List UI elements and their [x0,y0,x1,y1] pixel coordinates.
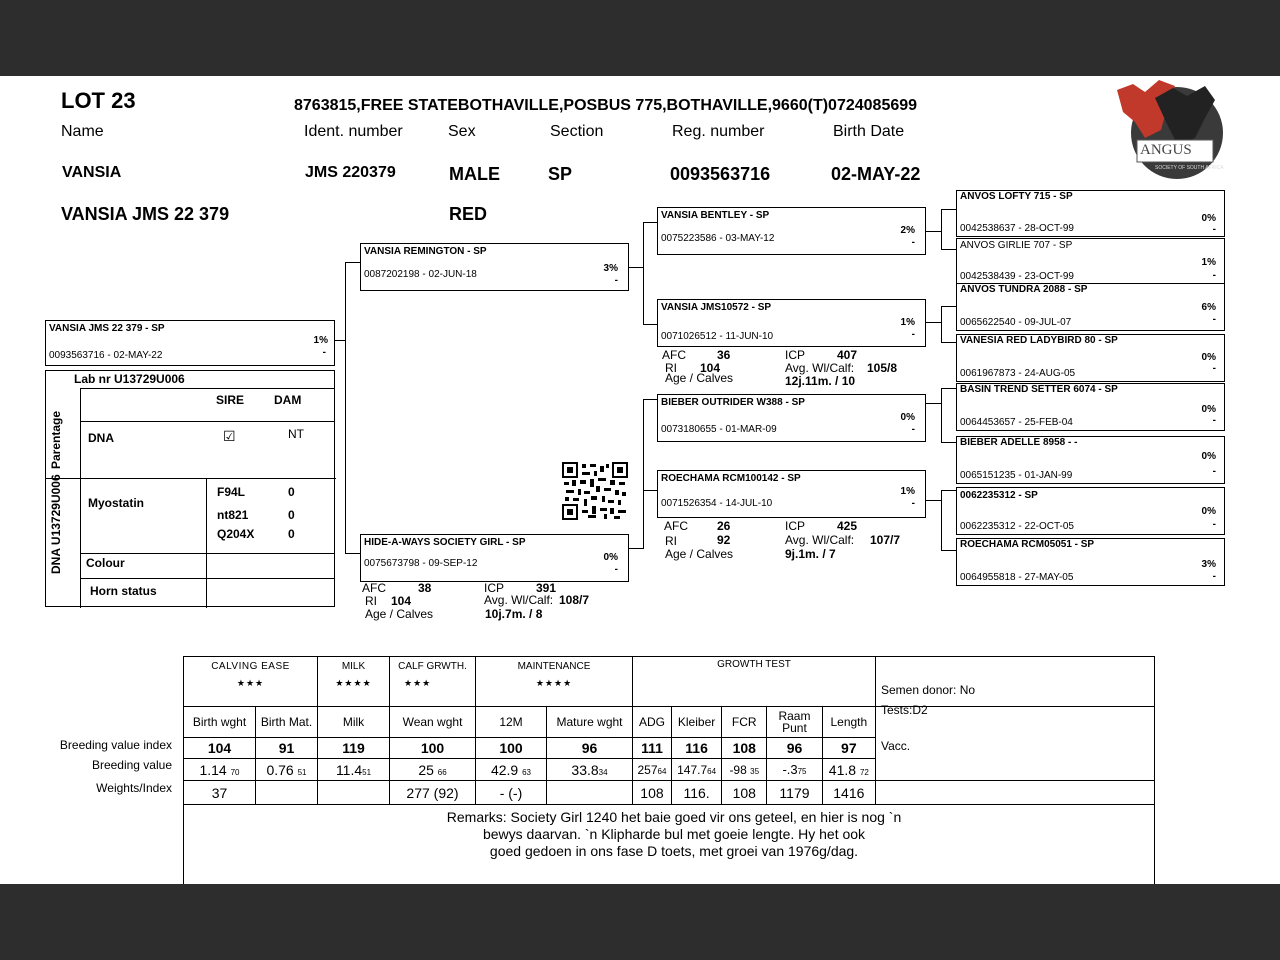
header-section: Section [550,123,604,140]
sire-dash: - [614,275,618,286]
animal-sex: MALE [449,164,500,184]
great-grandparent-pct: 0% [1201,451,1216,462]
index-cell: 96 [767,738,822,759]
grandparent-pct: 2% [900,225,915,236]
bv-cell: -.375 [767,759,822,781]
index-cell: 97 [822,738,875,759]
sire-name: VANSIA REMINGTON - SP [364,246,487,257]
weight-cell [318,781,390,805]
dam-name: HIDE-A-WAYS SOCIETY GIRL - SP [364,537,526,548]
bv-cell: -98 35 [722,759,767,781]
sire-reg: 0087202198 - 02-JUN-18 [364,269,477,280]
great-grandparent-dash: - [1212,571,1216,582]
marker-value: 0 [288,508,295,522]
great-grandparent-reg: 0064453657 - 25-FEB-04 [960,417,1073,428]
bv-cell: 25 66 [390,759,476,781]
great-grandparent-pct: 0% [1201,404,1216,415]
index-cell: 108 [722,738,767,759]
header-name: Name [61,123,104,140]
grandparent-reg: 0073180655 - 01-MAR-09 [661,424,777,435]
semen-donor: Semen donor: No [881,683,976,697]
great-grandparent-reg: 0065151235 - 01-JAN-99 [960,470,1073,481]
lab-number: Lab nr U13729U006 [74,372,185,386]
grandparent-name: BIEBER OUTRIDER W388 - SP [661,397,805,408]
great-grandparent-reg: 0065622540 - 09-JUL-07 [960,317,1072,328]
header-reg: Reg. number [672,123,765,140]
bv-cell: 1.14 70 [184,759,256,781]
breeder-address: 8763815,FREE STATEBOTHAVILLE,POSBUS 775,BOTHAVILLE,9660(T)0724085699 [294,97,918,114]
pedigree-page: LOT 23 8763815,FREE STATEBOTHAVILLE,POSBUS 775,BOTHAVILLE,9660(T)0724085699 Name Ident. number Sex Section Reg. number Birth Date VANSIA JMS 220379 MALE SP 0093563716 02-MAY-22 VANSIA JMS 22 379 RED ANGUS SOCIETY OF SOUTH AFRICA VANSIA JMS 22 379 - SP 1% - 0093563716 - 02-MAY-22 Lab nr U13729U006 SIRE DAM DNA ☑ NT Parentage DNA U13729U006 Myostatin F94L 0 nt821 0 Q204X 0 Colour Horn status VANSIA REMINGTON - SP 3% - 0087202198 - 02-JUN-18 HIDE-A-WAYS SOCIETY GIRL - SP 0% - 0075673798 - 09-SEP-12 AFC 38 ICP 391 RI 104 Avg. Wl/Calf: 108/7 Age / Calves 10j.7m. / 8 VANSIA BENTLEY - SP 2% - 0075223586 - 03-MAY-12 VANSIA JMS10572 - SP 1% - 0071026512 - 11-JUN-10 AFC 36 ICP 407 RI 104 Avg. Wl/Calf: 105/8 Age / Calves 12j.11m. / 10 BIEBER OUTRIDER W388 - SP 0% - 0073180655 - 01-MAR-09 ROECHAMA RCM100142 - SP 1% - 0071526354 - 14-JUL-10 AFC 26 ICP 425 RI 92 Avg. Wl/Calf: 107/7 Age / Calves 9j.1m. / 7 ANVOS LOFTY 715 - SP 0% - 0042538637 - 28-OCT-99 ANVOS GIRLIE 707 - SP 1% - 0042538439 - 23-OCT-99 ANVOS TUNDRA 2088 - SP 6% - 0065622540 - 09-JUL-07 VANESIA RED LADYBIRD 80 - SP 0% - 0061967873 - 24-AUG-05 BASIN TREND SETTER 6074 - SP 0% - 0064453657 - 25-FEB-04 BIEBER ADELLE 8958 - - 0% - 0065151235 - 01-JAN-99 0062235312 - SP 0% - 0062235312 - 22-OCT-05 ROECHAMA RCM05051 - SP 3% - 0064955818 - 27-MAY-05 Breeding value index Breeding value Weights/Index CALVING EASE ★★★ MILK ★★★★ CALF GRWTH. ★★★ MAINTENANCE ★★★★ GROWTH TEST Birth wght Birth Mat. Milk Wean wght 12M Mature wght ADG Kleiber FCR Raam Punt Length Semen donor: No Tests:D2 Vacc. 104 91 119 100 100 96 111 116 108 96 97 1.14 70 0.76 51 11.451 25 66 42.9 63 33.834 25764 147.764 -98 35 -.375 41.8 72 37 277 (92) - (-) 108 116. 108 1179 1416 Remarks: Society Girl 1240 het baie goed vir ons geteel, en hier is nog `n bewys daarvan. `n Klipharde bul met goeie lengte. Hy het ook goed gedoen in ons fase D toets, met groei van 1976g/dag. [0,76,1280,884]
great-grandparent-box [956,190,1225,237]
col-header: ADG [633,707,672,738]
great-grandparent-box [956,334,1225,382]
animal-name: VANSIA [62,164,122,181]
row-label-weights: Weights/Index [96,781,172,795]
index-cell: 104 [184,738,256,759]
dam-dna-nt: NT [288,427,304,441]
grandparent-pct: 0% [900,412,915,423]
sire-box [360,243,629,291]
remarks-cell [184,805,1155,885]
great-grandparent-dash: - [1212,314,1216,325]
great-grandparent-pct: 0% [1201,213,1216,224]
dam-dash: - [614,564,618,575]
marker-value: 0 [288,485,295,499]
great-grandparent-name: ANVOS LOFTY 715 - SP [960,191,1073,202]
great-grandparent-name: ANVOS TUNDRA 2088 - SP [960,284,1088,295]
weight-cell [256,781,318,805]
col-header: FCR [722,707,767,738]
great-grandparent-name: VANESIA RED LADYBIRD 80 - SP [960,335,1118,346]
weight-cell: 1416 [822,781,875,805]
col-header: Mature wght [547,707,633,738]
row-label-breeding-value: Breeding value [91,758,172,772]
great-grandparent-dash: - [1212,519,1216,530]
angus-logo [1115,78,1227,180]
weight-cell [547,781,633,805]
grandparent-reg: 0071526354 - 14-JUL-10 [661,498,773,509]
great-grandparent-name: ANVOS GIRLIE 707 - SP [960,240,1073,251]
subject-reg: 0093563716 - 02-MAY-22 [49,350,163,361]
index-cell: 96 [547,738,633,759]
header-sex: Sex [448,123,476,140]
marker-name: Q204X [217,527,255,541]
vaccination: Vacc. [881,739,911,753]
bv-cell: 0.76 51 [256,759,318,781]
group-milk: MILK ★★★★ [318,657,390,707]
index-cell: 116 [671,738,721,759]
dam-pct: 0% [603,552,618,563]
lab-panel [45,370,335,607]
animal-reg: 0093563716 [670,164,771,184]
sire-col-label: SIRE [216,393,245,407]
group-growth-test: GROWTH TEST [633,657,876,707]
great-grandparent-box [956,487,1225,535]
index-cell: 119 [318,738,390,759]
grandparent-reg: 0071026512 - 11-JUN-10 [661,331,774,342]
remarks-line: Remarks: Society Girl 1240 het baie goed vir ons geteel, en hier is nog `n [446,809,902,825]
dna-label: DNA [88,431,114,445]
grandparent-pct: 1% [900,317,915,328]
remarks-line: goed gedoen in ons fase D toets, met groei van 1976g/dag. [489,843,859,859]
great-grandparent-dash: - [1212,466,1216,477]
great-grandparent-dash: - [1212,270,1216,281]
col-header: Wean wght [390,707,476,738]
weight-cell: 108 [633,781,672,805]
great-grandparent-pct: 0% [1201,506,1216,517]
row-label-index: Breeding value index [59,738,172,752]
great-grandparent-reg: 0061967873 - 24-AUG-05 [960,368,1076,379]
subject-dash: - [322,347,326,358]
dam-box [360,534,629,582]
great-grandparent-pct: 6% [1201,302,1216,313]
great-grandparent-box [956,436,1225,484]
animal-section: SP [548,164,573,184]
remarks-line: bewys daarvan. `n Klipharde bul met goeie lengte. Hy het ook [482,826,866,842]
index-cell: 100 [476,738,547,759]
great-grandparent-pct: 1% [1201,257,1216,268]
great-grandparent-box [956,538,1225,586]
subject-name: VANSIA JMS 22 379 - SP [49,323,165,334]
grandparent-name: VANSIA JMS10572 - SP [661,302,772,313]
myostatin-label: Myostatin [88,496,145,510]
great-grandparent-reg: 0064955818 - 27-MAY-05 [960,572,1074,583]
logo-text: ANGUS [1140,142,1192,158]
great-grandparent-dash: - [1212,363,1216,374]
group-calf-growth: CALF GRWTH. ★★★ [390,657,476,707]
tests: Tests:D2 [881,703,928,717]
great-grandparent-name: BIEBER ADELLE 8958 - - [960,437,1078,448]
index-cell: 91 [256,738,318,759]
index-cell: 111 [633,738,672,759]
animal-full-name: VANSIA JMS 22 379 [61,204,230,224]
group-maintenance: MAINTENANCE ★★★★ [476,657,633,707]
dam-reg: 0075673798 - 09-SEP-12 [364,558,478,569]
header-ident: Ident. number [304,123,403,140]
grandparent-box [657,299,926,347]
marker-value: 0 [288,527,295,541]
sire-pct: 3% [603,263,618,274]
bv-cell: 25764 [633,759,672,781]
col-header: Birth Mat. [256,707,318,738]
great-grandparent-dash: - [1212,224,1216,235]
great-grandparent-reg: 0062235312 - 22-OCT-05 [960,521,1074,532]
bv-cell: 11.451 [318,759,390,781]
checkbox-checked-icon: ☑ [223,428,236,444]
grandparent-box [657,394,926,442]
grandparent-box [657,470,926,518]
great-grandparent-name: ROECHAMA RCM05051 - SP [960,539,1095,550]
notes-cell [876,683,1155,781]
logo-subtext: SOCIETY OF SOUTH AFRICA [1155,165,1224,171]
weight-cell: 1179 [767,781,822,805]
animal-ident: JMS 220379 [305,164,396,181]
index-cell: 100 [390,738,476,759]
notes-header-cell [876,657,1155,707]
qr-code-icon [562,462,628,520]
colour-label: Colour [86,556,125,570]
grandparent-dash: - [911,498,915,509]
weight-cell: 277 (92) [390,781,476,805]
weight-cell: 108 [722,781,767,805]
great-grandparent-pct: 0% [1201,352,1216,363]
lot-number: LOT 23 [61,88,136,113]
great-grandparent-dash: - [1212,415,1216,426]
weight-cell: 37 [184,781,256,805]
bv-cell: 41.8 72 [822,759,875,781]
weight-cell: 116. [671,781,721,805]
grandparent-dash: - [911,424,915,435]
grandparent-name: VANSIA BENTLEY - SP [661,210,770,221]
great-grandparent-reg: 0042538637 - 28-OCT-99 [960,223,1074,234]
grandparent-dash: - [911,237,915,248]
great-grandparent-pct: 3% [1201,559,1216,570]
great-grandparent-box [956,383,1225,431]
grandparent-box [657,207,926,255]
great-grandparent-name: 0062235312 - SP [960,490,1038,501]
subject-pct: 1% [313,335,328,346]
marker-name: F94L [217,485,246,499]
col-header: Birth wght [184,707,256,738]
col-header: Raam Punt [767,707,822,738]
col-header: Kleiber [671,707,721,738]
notes-blank-cell [876,781,1155,805]
col-header: Milk [318,707,390,738]
header-birth: Birth Date [833,123,905,140]
great-grandparent-box [956,283,1225,331]
great-grandparent-reg: 0042538439 - 23-OCT-99 [960,271,1074,282]
col-header: 12M [476,707,547,738]
grandparent-name: ROECHAMA RCM100142 - SP [661,473,801,484]
col-header: Length [822,707,875,738]
subject-box [45,320,335,366]
great-grandparent-name: BASIN TREND SETTER 6074 - SP [960,384,1118,395]
great-grandparent-box [956,238,1225,284]
marker-name: nt821 [217,508,249,522]
dna-side-label: DNA U13729U006 [49,474,63,574]
parentage-label: Parentage [49,410,63,470]
group-calving-ease: CALVING EASE ★★★ [184,657,318,707]
animal-colour: RED [449,204,488,224]
grandparent-reg: 0075223586 - 03-MAY-12 [661,233,775,244]
bv-cell: 42.9 63 [476,759,547,781]
animal-birth: 02-MAY-22 [831,164,921,184]
horn-status-label: Horn status [90,584,157,598]
breeding-values-table [183,656,1155,884]
weight-cell: - (-) [476,781,547,805]
bv-cell: 147.764 [671,759,721,781]
grandparent-dash: - [911,329,915,340]
dam-col-label: DAM [274,393,302,407]
bv-cell: 33.834 [547,759,633,781]
grandparent-pct: 1% [900,486,915,497]
